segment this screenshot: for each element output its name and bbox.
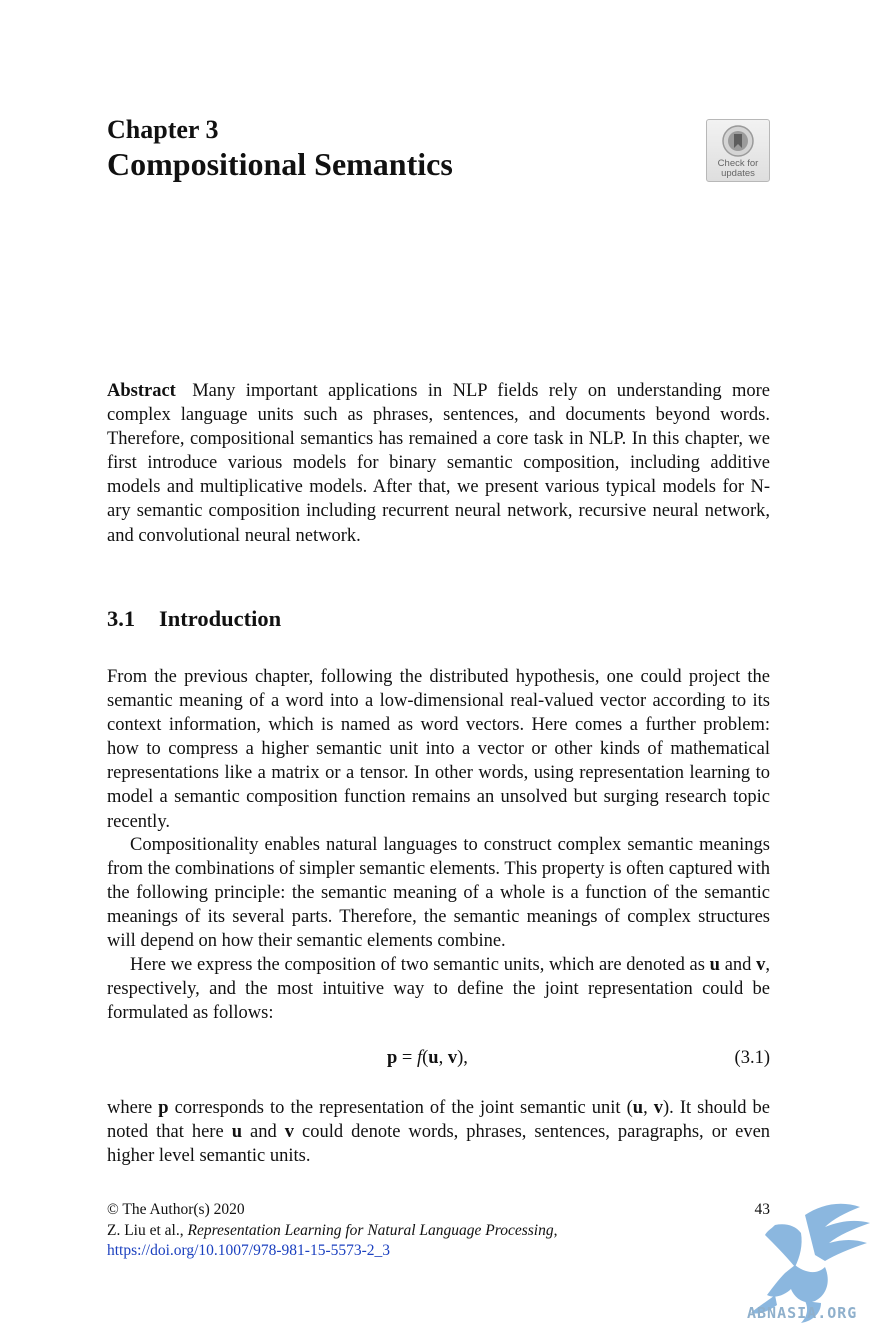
vector-u-3: u	[231, 1122, 242, 1143]
eq-open: (	[422, 1048, 429, 1068]
paragraph-3	[107, 953, 770, 1025]
vector-v-2: v	[653, 1098, 663, 1118]
crossmark-line1: Check for	[717, 158, 759, 169]
vector-p: p	[158, 1098, 169, 1118]
chapter-title: Compositional Semantics	[107, 146, 453, 182]
vector-v-3: v	[284, 1122, 294, 1143]
footer-copyright: © The Author(s) 2020	[107, 1201, 245, 1218]
page-number: 43	[754, 1201, 770, 1218]
p3-text-c: , respectively, and the most intuitive way to define the joint representation could be formulated as follows:	[107, 955, 770, 1024]
abstract	[107, 379, 770, 548]
eq-equals: =	[397, 1048, 417, 1068]
eq-p: p	[387, 1048, 398, 1068]
abstract-text: Many important applications in NLP fields rely on understanding more complex language units such as phrases, sentences, and documents beyond words. Therefore, compositional semantics has remained a core task in NLP. In this chapter, we first introduce various models for binary semantic composition, including additive models and multiplicative models. After that, we present various typical models for N-ary semantic composition including recurrent neural network, recursive neural network, and convolutional neural network.	[107, 381, 771, 546]
eq-comma: ,	[438, 1048, 448, 1068]
paragraph-4	[107, 1096, 770, 1168]
crossmark-icon	[720, 124, 756, 158]
eq-u: u	[428, 1048, 439, 1068]
eq-close: ),	[457, 1048, 468, 1068]
section-heading	[107, 605, 281, 632]
check-for-updates-badge[interactable]	[706, 119, 770, 182]
doi-link[interactable]: https://doi.org/10.1007/978-981-15-5573-2_3	[107, 1242, 391, 1259]
chapter-label: Chapter 3	[107, 115, 219, 144]
section-title: Introduction	[159, 606, 282, 631]
eq-f: f	[416, 1048, 423, 1068]
p4-text-b: corresponds to the representation of the joint semantic unit (	[174, 1098, 633, 1118]
abstract-label: Abstract	[107, 381, 176, 401]
equation-formula	[387, 1046, 468, 1070]
vector-v: v	[756, 955, 766, 975]
footer-book-title: Representation Learning for Natural Language Processing	[187, 1221, 554, 1239]
section-number: 3.1	[107, 606, 136, 631]
paragraph-2: Compositionality enables natural languages to construct complex semantic meanings from the combinations of simpler semantic elements. This property is often captured with the following principle: the semantic meaning of a whole is a function of the semantic meanings of its several parts. Therefore, the semantic meanings of complex structures will depend on how their semantic elements combine.	[107, 835, 770, 952]
eq-v: v	[447, 1048, 458, 1068]
paragraph-1: From the previous chapter, following the distributed hypothesis, one could project the semantic meaning of a word into a low-dimensional real-valued vector according to its context information, which is named as word vectors. Here comes a further problem: how to compress a higher semantic unit into a vector or other kinds of mathematical representations like a matrix or a tensor. In other words, using representation learning to model a semantic composition function remains an unsolved but surging research topic recently.	[107, 667, 770, 832]
footer-citation	[107, 1221, 770, 1242]
p4-text-d: and	[250, 1122, 277, 1143]
footer-authors: Z. Liu et al.,	[107, 1221, 184, 1239]
crossmark-line2: updates	[721, 168, 755, 179]
watermark-text: ABNASIA.ORG	[747, 1304, 858, 1322]
equation-number: (3.1)	[734, 1048, 770, 1068]
p3-text-b: and	[724, 955, 752, 975]
p4-comma: ,	[643, 1098, 654, 1118]
footer-book-suffix: ,	[553, 1221, 558, 1239]
vector-u-2: u	[632, 1098, 644, 1118]
equation-3-1	[107, 1046, 770, 1070]
p4-text-a: where	[107, 1098, 153, 1118]
p4-text-c: ). It should be noted that here	[107, 1098, 771, 1143]
p4-text-e: could denote words, phrases, sentences, paragraphs, or even higher level semantic units.	[107, 1122, 771, 1167]
footer	[107, 1200, 770, 1262]
p3-text-a: Here we express the composition of two semantic units, which are denoted as	[130, 955, 705, 975]
vector-u: u	[709, 955, 720, 975]
